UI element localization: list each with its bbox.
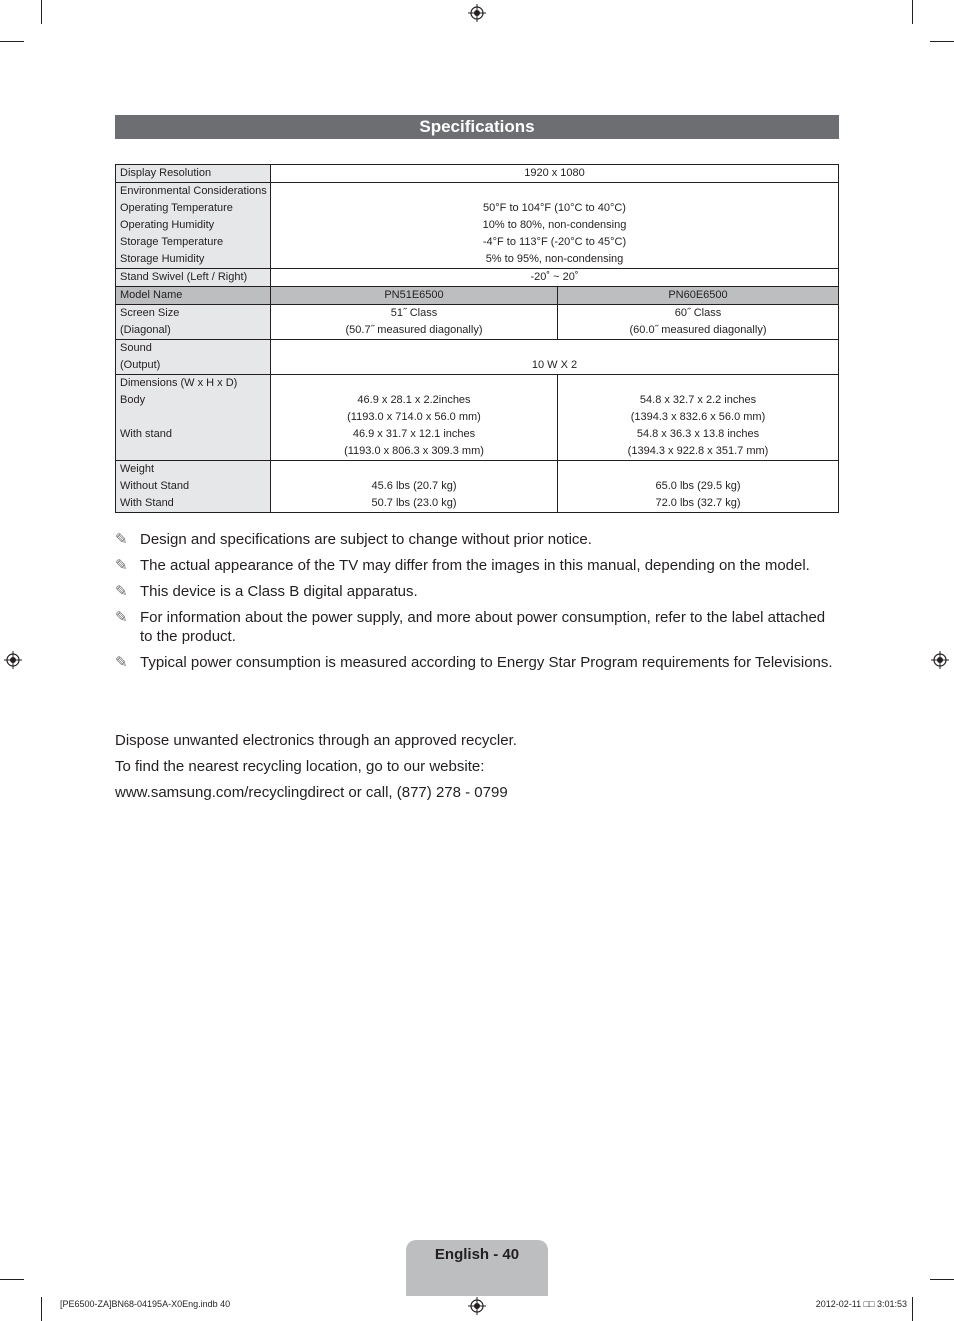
crop-mark	[912, 1297, 913, 1321]
row-label	[116, 340, 271, 375]
crop-mark	[0, 41, 24, 42]
pencil-icon: ✎	[115, 531, 128, 548]
registration-mark-icon	[468, 1297, 486, 1315]
page-number-tab	[406, 1240, 548, 1296]
table-row	[116, 287, 839, 305]
note-item	[115, 530, 839, 549]
table-row	[116, 305, 839, 340]
footer-left: [PE6500-ZA]BN68-04195A-X0Eng.indb 40	[60, 1299, 231, 1309]
screen-a	[271, 305, 558, 340]
notes-list	[115, 530, 839, 672]
dimensions-a	[271, 375, 558, 461]
row-label-text: Operating Humidity	[120, 219, 215, 231]
environment-value: 5% to 95%, non-condensing	[485, 253, 624, 265]
dimension-value: 54.8 x 36.3 x 13.8 inches	[636, 428, 760, 440]
pencil-icon: ✎	[115, 654, 128, 671]
row-label	[116, 287, 271, 305]
row-label-text: Without Stand	[120, 480, 190, 492]
model-name-a: PN51E6500	[384, 289, 444, 301]
weight-value: 50.7 lbs (23.0 kg)	[371, 497, 457, 509]
dimension-value: 54.8 x 32.7 x 2.2 inches	[639, 394, 757, 406]
row-value	[271, 269, 839, 287]
row-label-text: Stand Swivel (Left / Right)	[120, 271, 248, 283]
environment-value: 10% to 80%, non-condensing	[482, 219, 627, 231]
pencil-icon: ✎	[115, 583, 128, 600]
row-label	[116, 165, 271, 183]
specifications-table	[115, 164, 839, 513]
recycling-line: Dispose unwanted electronics through an approved recycler.	[115, 732, 517, 749]
registration-mark-icon	[468, 4, 486, 22]
section-title: Specifications	[115, 115, 839, 139]
recycling-info	[115, 728, 517, 806]
row-label-text: With Stand	[120, 497, 174, 509]
note-text: This device is a Class B digital apparatus.	[140, 583, 418, 600]
dimension-value: 46.9 x 28.1 x 2.2inches	[357, 394, 471, 406]
dimension-value: 46.9 x 31.7 x 12.1 inches	[352, 428, 476, 440]
screen-value: (60.0˝ measured diagonally)	[629, 324, 767, 336]
screen-value: 51˝ Class	[390, 307, 438, 319]
model-name-b: PN60E6500	[668, 289, 728, 301]
note-text: Typical power consumption is measured according to Energy Star Program requirements for Televisions.	[140, 654, 833, 671]
row-label-text: Weight	[120, 463, 155, 475]
row-label-text: Screen Size	[120, 307, 180, 319]
row-label	[116, 183, 271, 269]
row-label-text: (Diagonal)	[120, 324, 171, 336]
screen-b	[558, 305, 839, 340]
table-row	[116, 340, 839, 375]
row-label-text: With stand	[120, 428, 172, 440]
weight-value: 45.6 lbs (20.7 kg)	[371, 480, 457, 492]
note-item	[115, 653, 839, 672]
note-item	[115, 608, 839, 646]
screen-value: 60˝ Class	[674, 307, 722, 319]
model-a	[271, 287, 558, 305]
crop-mark	[912, 0, 913, 24]
crop-mark	[0, 1279, 24, 1280]
crop-mark	[930, 1279, 954, 1280]
row-label	[116, 461, 271, 513]
dimension-value: (1394.3 x 832.6 x 56.0 mm)	[630, 411, 766, 423]
recycling-line: To find the nearest recycling location, go to our website:	[115, 758, 485, 775]
row-label	[116, 375, 271, 461]
weight-a	[271, 461, 558, 513]
sound-value: 10 W X 2	[531, 359, 578, 371]
row-label-text: Model Name	[120, 289, 183, 301]
crop-mark	[41, 1297, 42, 1321]
swivel-value: -20˚ ~ 20˚	[530, 271, 579, 283]
row-label	[116, 305, 271, 340]
row-value	[271, 183, 839, 269]
note-text: Design and specifications are subject to change without prior notice.	[140, 531, 592, 548]
registration-mark-icon	[931, 651, 949, 669]
dimensions-b	[558, 375, 839, 461]
model-b	[558, 287, 839, 305]
table-row	[116, 375, 839, 461]
note-text: For information about the power supply, and more about power consumption, refer to the label attached to the product.	[140, 609, 826, 645]
environment-value: 50°F to 104°F (10°C to 40°C)	[483, 202, 626, 214]
resolution-value: 1920 x 1080	[524, 167, 585, 179]
dimension-value: (1193.0 x 806.3 x 309.3 mm)	[344, 445, 484, 457]
row-label-spacer	[120, 443, 270, 460]
table-row	[116, 183, 839, 269]
row-value	[271, 165, 839, 183]
row-label-text: Dimensions (W x H x D)	[120, 377, 238, 389]
row-label-text: Environmental Considerations	[120, 185, 267, 197]
table-row	[116, 461, 839, 513]
row-label-text: (Output)	[120, 359, 161, 371]
note-item	[115, 582, 839, 601]
pencil-icon: ✎	[115, 557, 128, 574]
weight-b	[558, 461, 839, 513]
row-label-text: Body	[120, 394, 146, 406]
table-row	[116, 165, 839, 183]
note-text: The actual appearance of the TV may differ from the images in this manual, depending on the model.	[140, 557, 810, 574]
registration-mark-icon	[4, 651, 22, 669]
row-label-text: Display Resolution	[120, 167, 212, 179]
weight-value: 65.0 lbs (29.5 kg)	[655, 480, 741, 492]
note-item	[115, 556, 839, 575]
row-label-text: Sound	[120, 342, 152, 354]
row-value	[271, 340, 839, 375]
row-label-text: Operating Temperature	[120, 202, 233, 214]
weight-value: 72.0 lbs (32.7 kg)	[655, 497, 741, 509]
recycling-link[interactable]: www.samsung.com/recyclingdirect or call, (877) 278 - 0799	[115, 784, 508, 801]
row-label-text	[120, 409, 270, 426]
footer-right: 2012-02-11 □□ 3:01:53	[815, 1299, 907, 1309]
dimension-value: (1193.0 x 714.0 x 56.0 mm)	[347, 411, 481, 423]
table-row	[116, 269, 839, 287]
row-label	[116, 269, 271, 287]
row-label-text: Storage Humidity	[120, 253, 205, 265]
page-number: English - 40	[434, 1246, 520, 1263]
row-label-text: Storage Temperature	[120, 236, 224, 248]
pencil-icon: ✎	[115, 609, 128, 626]
crop-mark	[930, 41, 954, 42]
screen-value: (50.7˝ measured diagonally)	[345, 324, 483, 336]
dimension-value: (1394.3 x 922.8 x 351.7 mm)	[627, 445, 769, 457]
crop-mark	[41, 0, 42, 24]
environment-value: -4°F to 113°F (-20°C to 45°C)	[482, 236, 627, 248]
